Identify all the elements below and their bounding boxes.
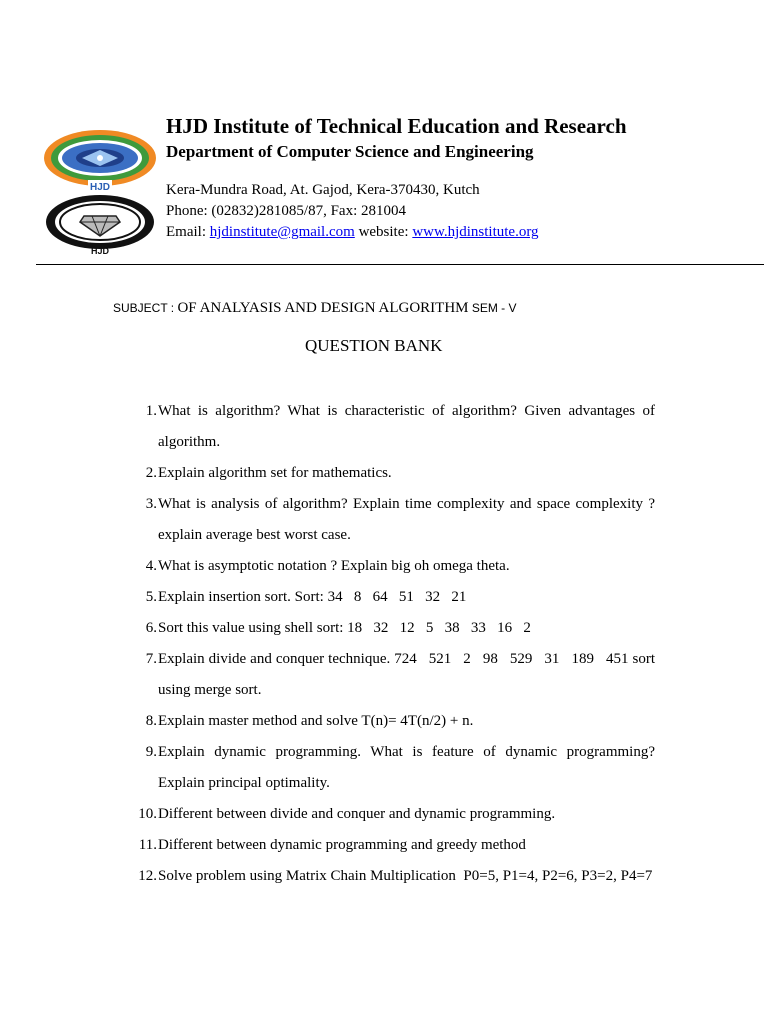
semester-label: SEM - V — [468, 301, 517, 315]
question-text: Different between dynamic programming and greedy method — [158, 837, 526, 853]
question-number: 7. — [145, 651, 157, 667]
question-text: What is analysis of algorithm? Explain time complexity and space complexity ? explain average best worst case. — [158, 496, 659, 543]
list-item — [128, 644, 659, 706]
question-number: 1. — [145, 403, 157, 419]
contact-line — [166, 224, 539, 241]
question-number: 3. — [145, 496, 157, 512]
question-text: Different between divide and conquer and dynamic programming. — [158, 806, 556, 822]
list-item — [128, 396, 659, 458]
email-link[interactable]: hjdinstitute@gmail.com — [209, 224, 355, 240]
email-label: Email: — [166, 224, 210, 240]
question-number: 4. — [145, 558, 157, 574]
list-item — [128, 799, 655, 830]
website-link[interactable]: www.hjdinstitute.org — [412, 224, 539, 240]
address: Kera-Mundra Road, At. Gajod, Kera-370430, Kutch — [166, 182, 480, 198]
question-number: 2. — [145, 465, 157, 481]
list-item — [128, 489, 659, 551]
question-text: Explain insertion sort. Sort: 34 8 64 51 32 21 — [158, 589, 467, 605]
institute-logos — [40, 128, 162, 256]
list-item — [128, 458, 655, 489]
question-text: Solve problem using Matrix Chain Multiplication P0=5, P1=4, P2=6, P3=2, P4=7 — [158, 868, 653, 884]
list-item — [128, 830, 655, 861]
department-name: Department of Computer Science and Engineering — [166, 142, 534, 161]
list-item — [128, 551, 655, 582]
page-title: QUESTION BANK — [305, 336, 443, 355]
website-label: website: — [354, 224, 413, 240]
phone-fax: Phone: (02832)281085/87, Fax: 281004 — [166, 203, 406, 219]
question-text: What is asymptotic notation ? Explain big oh omega theta. — [158, 558, 510, 574]
institute-emblem-icon — [42, 128, 158, 192]
question-number: 8. — [145, 713, 157, 729]
question-list — [128, 396, 659, 892]
institute-name: HJD Institute of Technical Education and Research — [166, 114, 627, 138]
list-item — [128, 613, 655, 644]
question-number: 6. — [145, 620, 157, 636]
list-item — [128, 861, 655, 892]
institute-seal-icon — [44, 194, 156, 256]
logo-bottom-text: HJD — [90, 246, 110, 256]
list-item — [128, 706, 655, 737]
question-number: 11. — [138, 837, 157, 853]
subject-label: SUBJECT : — [113, 301, 178, 315]
list-item — [128, 737, 659, 799]
question-text: What is algorithm? What is characteristic of algorithm? Given advantages of algorithm. — [158, 403, 659, 450]
question-number: 10. — [138, 806, 157, 822]
question-text: Sort this value using shell sort: 18 32 12 5 38 33 16 2 — [158, 620, 531, 636]
header-divider — [36, 264, 764, 265]
question-text: Explain master method and solve T(n)= 4T(n/2) + n. — [158, 713, 474, 729]
question-text: Explain algorithm set for mathematics. — [158, 465, 392, 481]
question-text: Explain divide and conquer technique. 724 521 2 98 529 31 189 451 sort using merge sort. — [158, 651, 659, 698]
question-number: 5. — [145, 589, 157, 605]
question-number: 9. — [145, 744, 157, 760]
question-text: Explain dynamic programming. What is feature of dynamic programming? Explain principal optimality. — [158, 744, 659, 791]
question-number: 12. — [138, 868, 157, 884]
list-item — [128, 582, 655, 613]
subject-value: OF ANALYASIS AND DESIGN ALGORITHM — [177, 300, 469, 316]
subject-line — [113, 299, 517, 317]
logo-top-text: HJD — [89, 182, 111, 192]
